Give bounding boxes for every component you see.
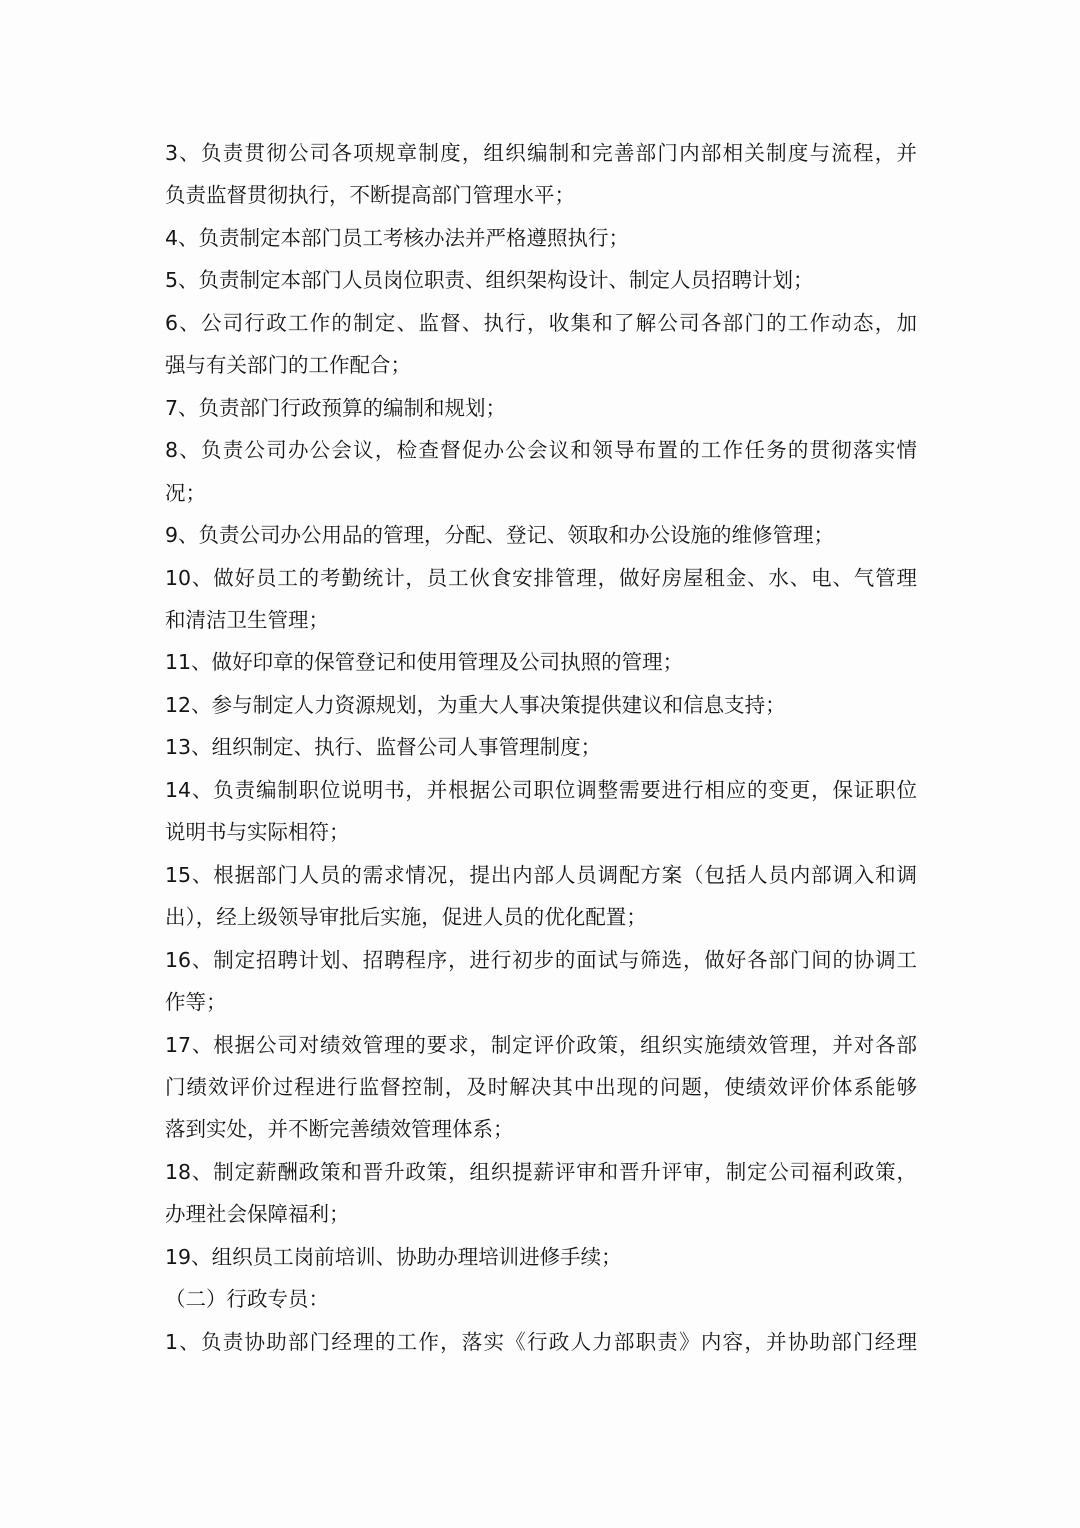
- text-line: 12、参与制定人力资源规划，为重大人事决策提供建议和信息支持；: [165, 692, 786, 717]
- duty-item-17: [165, 1024, 917, 1151]
- duty-item-9: [165, 514, 917, 556]
- duty-item-5: [165, 259, 917, 301]
- text-line: 9、负责公司办公用品的管理，分配、登记、领取和办公设施的维修管理；: [165, 523, 835, 548]
- text-line: 11、做好印章的保管登记和使用管理及公司执照的管理；: [165, 650, 684, 675]
- text-line: 17、根据公司对绩效管理的要求，制定评价政策，组织实施绩效管理，并对各部: [165, 1032, 917, 1057]
- duty-item-3: [165, 132, 917, 217]
- duty-item-14: [165, 769, 917, 854]
- text-line: 办理社会保障福利；: [165, 1202, 350, 1227]
- text-line: 16、制定招聘计划、招聘程序，进行初步的面试与筛选，做好各部门间的协调工: [165, 947, 917, 972]
- duty-item-8: [165, 429, 917, 514]
- text-line: 7、负责部门行政预算的编制和规划；: [165, 395, 507, 420]
- section-heading: （二）行政专员：: [165, 1287, 329, 1312]
- document-body: [165, 132, 917, 1363]
- text-line: 和清洁卫生管理；: [165, 607, 329, 632]
- specialist-duty-item-1: [165, 1321, 917, 1363]
- text-line: 8、负责公司办公会议，检查督促办公会议和领导布置的工作任务的贯彻落实情: [165, 438, 917, 463]
- duty-item-13: [165, 726, 917, 768]
- duty-item-18: [165, 1151, 917, 1236]
- text-line: 作等；: [165, 990, 227, 1015]
- text-line: 18、制定薪酬政策和晋升政策，组织提薪评审和晋升评审，制定公司福利政策，: [165, 1159, 917, 1184]
- duty-item-6: [165, 302, 917, 387]
- duty-item-15: [165, 854, 917, 939]
- text-line: 况；: [165, 480, 206, 505]
- text-line: 15、根据部门人员的需求情况，提出内部人员调配方案（包括人员内部调入和调: [165, 862, 917, 887]
- text-line: 落到实处，并不断完善绩效管理体系；: [165, 1117, 514, 1142]
- text-line: 10、做好员工的考勤统计，员工伙食安排管理，做好房屋租金、水、电、气管理: [165, 565, 917, 590]
- text-line: 14、负责编制职位说明书，并根据公司职位调整需要进行相应的变更，保证职位: [165, 777, 917, 802]
- duty-item-11: [165, 641, 917, 683]
- text-line: 19、组织员工岗前培训、协助办理培训进修手续；: [165, 1244, 622, 1269]
- duty-item-7: [165, 387, 917, 429]
- duty-item-4: [165, 217, 917, 259]
- duty-item-10: [165, 557, 917, 642]
- text-line: 3、负责贯彻公司各项规章制度，组织编制和完善部门内部相关制度与流程，并: [165, 141, 917, 165]
- duty-item-12: [165, 684, 917, 726]
- duty-item-16: [165, 939, 917, 1024]
- text-line: 4、负责制定本部门员工考核办法并严格遵照执行；: [165, 225, 630, 250]
- text-line: 5、负责制定本部门人员岗位职责、组织架构设计、制定人员招聘计划；: [165, 268, 814, 293]
- text-line: 出），经上级领导审批后实施，促进人员的优化配置；: [165, 905, 647, 930]
- text-line: 强与有关部门的工作配合；: [165, 353, 411, 378]
- text-line: 13、组织制定、执行、监督公司人事管理制度；: [165, 735, 602, 760]
- text-line: 门绩效评价过程进行监督控制，及时解决其中出现的问题，使绩效评价体系能够: [165, 1074, 917, 1099]
- text-line: 负责监督贯彻执行，不断提高部门管理水平；: [165, 183, 575, 208]
- text-line: 6、公司行政工作的制定、监督、执行，收集和了解公司各部门的工作动态，加: [165, 310, 917, 335]
- text-line: 1、负责协助部门经理的工作，落实《行政人力部职责》内容，并协助部门经理: [165, 1329, 917, 1354]
- text-line: 说明书与实际相符；: [165, 820, 350, 845]
- duty-item-19: [165, 1236, 917, 1278]
